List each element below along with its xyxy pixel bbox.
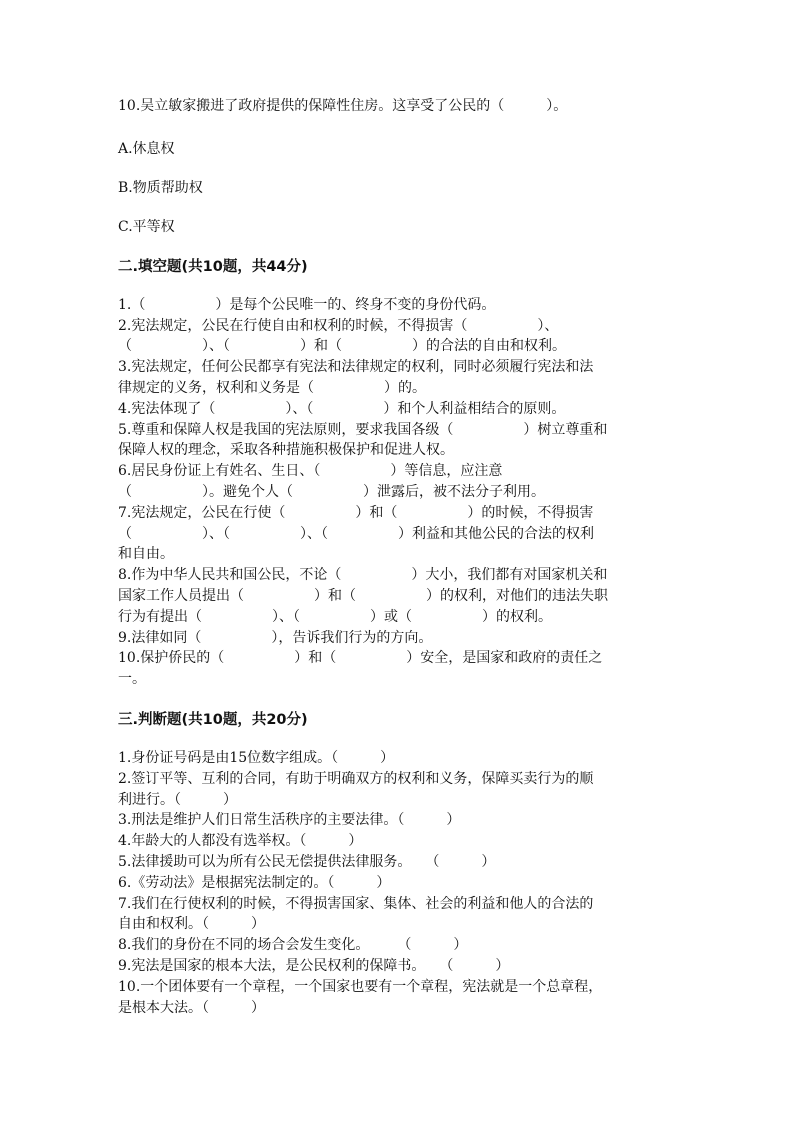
fill-line: 6.居民身份证上有姓名、生日、（ ）等信息，应注意 bbox=[118, 463, 503, 480]
fill-line: （ ）、（ ）、（ ）利益和其他公民的合法的权利 bbox=[118, 525, 594, 542]
option-a: A.休息权 bbox=[118, 140, 175, 157]
fill-line: 5.尊重和保障人权是我国的宪法原则，要求我国各级（ ）树立尊重和 bbox=[118, 421, 608, 438]
judge-line: 利进行。（ ） bbox=[118, 791, 237, 808]
judge-line: 10.一个团体要有一个章程，一个国家也要有一个章程，宪法就是一个总章程， bbox=[118, 978, 603, 995]
fill-line: （ ）。避免个人（ ）泄露后，被不法分子利用。 bbox=[118, 483, 545, 500]
fill-line: 1.（ ）是每个公民唯一的、终身不变的身份代码。 bbox=[118, 296, 496, 313]
judge-line: 5.法律援助可以为所有公民无偿提供法律服务。 （ ） bbox=[118, 853, 496, 870]
question-10-text: 10.吴立敏家搬进了政府提供的保障性住房。这享受了公民的（ ）。 bbox=[118, 98, 568, 114]
fill-line: 律规定的义务，权利和义务是（ ）的。 bbox=[118, 379, 426, 396]
fill-line: 保障人权的理念，采取各种措施积极保护和促进人权。 bbox=[118, 442, 454, 459]
judge-line: 1.身份证号码是由15位数字组成。（ ） bbox=[118, 749, 395, 766]
judge-section-title: 三.判断题(共10题，共20分) bbox=[118, 711, 308, 728]
judge-line: 3.刑法是维护人们日常生活秩序的主要法律。（ ） bbox=[118, 812, 461, 829]
option-b: B.物质帮助权 bbox=[118, 179, 203, 196]
fill-question-list bbox=[118, 295, 678, 690]
fill-line: （ ）、（ ）和（ ）的合法的自由和权利。 bbox=[118, 338, 566, 355]
option-c: C.平等权 bbox=[118, 218, 175, 235]
judge-line: 9.宪法是国家的根本大法，是公民权利的保障书。 （ ） bbox=[118, 957, 510, 974]
fill-line: 9.法律如同（ ），告诉我们行为的方向。 bbox=[118, 629, 433, 646]
judge-line: 是根本大法。（ ） bbox=[118, 999, 265, 1016]
judge-line: 7.我们在行使权利的时候，不得损害国家、集体、社会的利益和他人的合法的 bbox=[118, 895, 594, 912]
fill-line: 和自由。 bbox=[118, 546, 174, 563]
fill-line: 4.宪法体现了（ ）、（ ）和个人利益相结合的原则。 bbox=[118, 400, 566, 417]
judge-question-list bbox=[118, 748, 678, 1018]
judge-line: 8.我们的身份在不同的场合会发生变化。 （ ） bbox=[118, 937, 468, 954]
fill-line: 一。 bbox=[118, 671, 146, 688]
fill-line: 3.宪法规定，任何公民都享有宪法和法律规定的权利，同时必须履行宪法和法 bbox=[118, 359, 594, 376]
judge-line: 自由和权利。（ ） bbox=[118, 916, 265, 933]
fill-line: 8.作为中华人民共和国公民，不论（ ）大小，我们都有对国家机关和 bbox=[118, 567, 608, 584]
judge-line: 6.《劳动法》是根据宪法制定的。（ ） bbox=[118, 874, 391, 891]
fill-line: 行为有提出（ ）、（ ）或（ ）的权利。 bbox=[118, 608, 552, 625]
judge-line: 4.年龄大的人都没有选举权。（ ） bbox=[118, 833, 363, 850]
fill-line: 10.保护侨民的（ ）和（ ）安全，是国家和政府的责任之 bbox=[118, 650, 603, 667]
fill-section-title: 二.填空题(共10题，共44分) bbox=[118, 258, 308, 275]
fill-line: 7.宪法规定，公民在行使（ ）和（ ）的时候，不得损害 bbox=[118, 504, 594, 521]
fill-line: 2.宪法规定，公民在行使自由和权利的时候，不得损害（ ）、 bbox=[118, 317, 559, 334]
document-page bbox=[118, 90, 678, 1018]
judge-line: 2.签订平等、互利的合同，有助于明确双方的权利和义务，保障买卖行为的顺 bbox=[118, 770, 594, 787]
fill-line: 国家工作人员提出（ ）和（ ）的权利，对他们的违法失职 bbox=[118, 587, 608, 604]
